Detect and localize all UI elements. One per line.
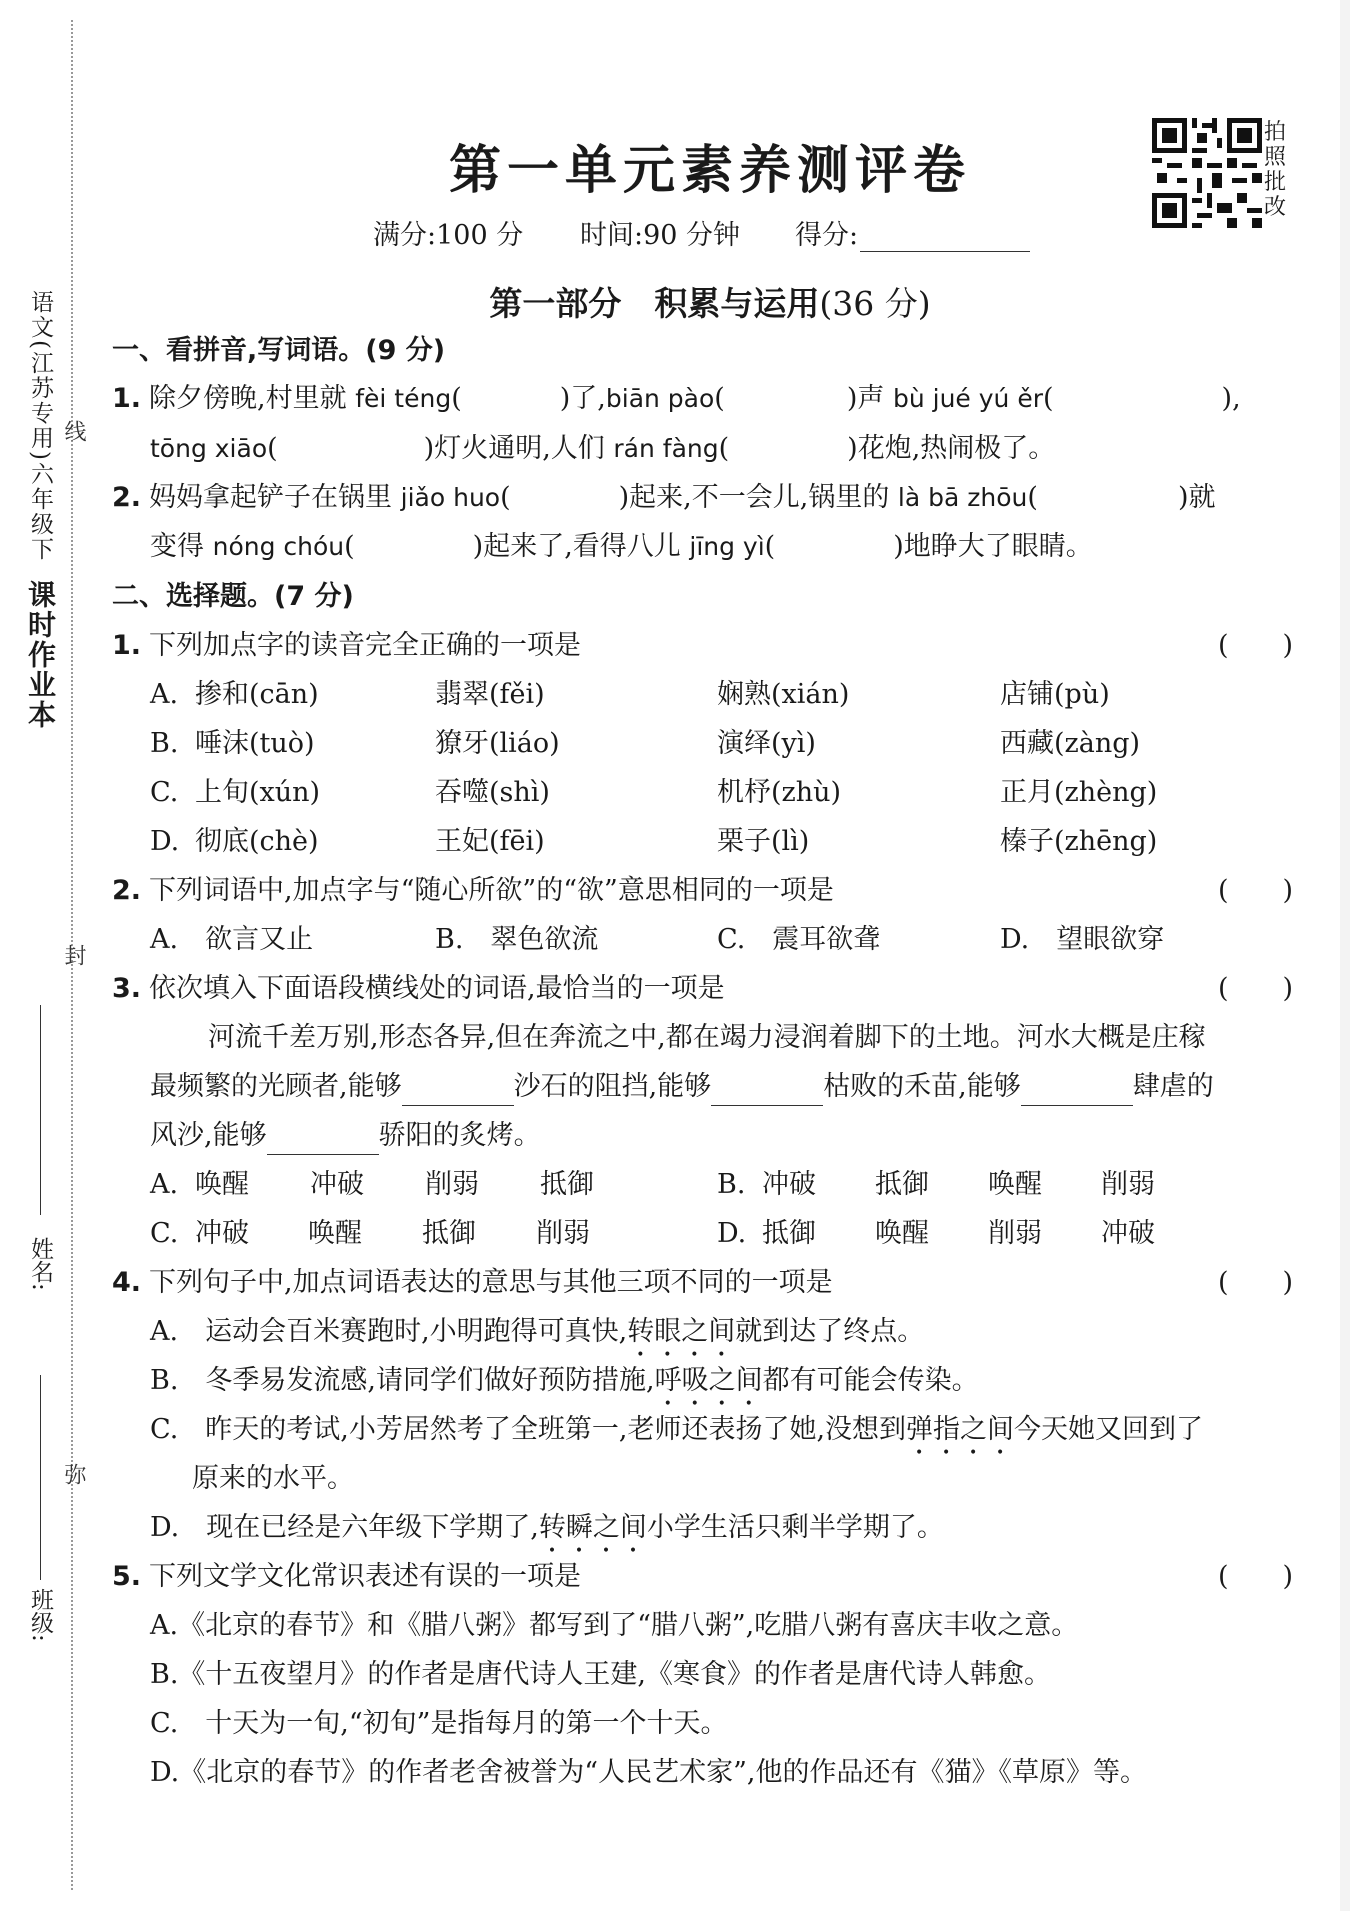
time-limit: 时间:90 分钟 — [580, 220, 741, 251]
option-word: 抵御 — [875, 1169, 929, 1200]
seal-mark-line: 线 — [61, 420, 86, 442]
option-word: 抵御 — [540, 1169, 594, 1200]
option-label: C. — [150, 777, 179, 808]
option-item: 西藏(zàng) — [1000, 728, 1141, 759]
name-line — [40, 1005, 41, 1215]
option-item: 吞噬(shì) — [435, 777, 550, 808]
option-item: 娴熟(xián) — [717, 679, 850, 710]
option-item: 獠牙(liáo) — [435, 728, 560, 759]
s1-q1-line2: tōng xiāo( )灯火通明,人们 rán fàng( )花炮,热闹极了。 — [150, 433, 1056, 464]
score-label: 得分: — [795, 220, 859, 251]
score-blank[interactable] — [860, 225, 1030, 252]
option-word: 唤醒 — [308, 1218, 362, 1249]
side-subtitle: 语文(江苏专用)六年级下 — [27, 290, 53, 562]
full-score: 满分:100 分 — [373, 220, 524, 251]
s2-q3-stem: 3. 依次填入下面语段横线处的词语,最恰当的一项是 — [112, 973, 725, 1004]
s1-q2-line2: 变得 nóng chóu( )起来了,看得八儿 jīng yì( )地睁大了眼睛。 — [150, 531, 1093, 562]
option-label: A. — [150, 679, 179, 710]
option-word: 削弱 — [425, 1169, 479, 1200]
s2-q5-stem: 5. 下列文学文化常识表述有误的一项是 — [112, 1561, 582, 1592]
s2-q4-stem: 4. 下列句子中,加点词语表达的意思与其他三项不同的一项是 — [112, 1267, 833, 1298]
fill-blank[interactable] — [1021, 1077, 1133, 1106]
option-item: A. 欲言又止 — [150, 924, 314, 955]
q4-option-c-cont: 原来的水平。 — [192, 1463, 354, 1494]
option-item: C. 震耳欲聋 — [717, 924, 881, 955]
s1-q1-line1: 1. 除夕傍晚,村里就 fèi téng( )了,biān pào( )声 bù jué yú ěr( ), — [112, 383, 1241, 414]
q4-option-c: C. 昨天的考试,小芳居然考了全班第一,老师还表扬了她,没想到弹指之间今天她又回到了 — [150, 1414, 1204, 1445]
page-title: 第一单元素养测评卷 — [448, 140, 971, 201]
option-item: 机杼(zhù) — [717, 777, 842, 808]
option-word: 削弱 — [1101, 1169, 1155, 1200]
option-label: D. — [717, 1218, 747, 1249]
fill-blank[interactable] — [267, 1126, 379, 1155]
option-item: 翡翠(fěi) — [435, 679, 545, 710]
score-field[interactable] — [795, 213, 1030, 252]
q5-option-a: A.《北京的春节》和《腊八粥》都写到了“腊八粥”,吃腊八粥有喜庆丰收之意。 — [150, 1610, 1079, 1641]
name-label: 姓名: — [27, 1237, 53, 1291]
answer-paren[interactable]: ( ) — [1218, 1561, 1294, 1592]
option-item: 店铺(pù) — [1000, 679, 1110, 710]
option-label: A. — [150, 1169, 179, 1200]
option-word: 冲破 — [310, 1169, 364, 1200]
q3-passage-line1: 河流千差万别,形态各异,但在奔流之中,都在竭力浸润着脚下的土地。河水大概是庄稼 — [208, 1022, 1206, 1053]
s2-q2-stem: 2. 下列词语中,加点字与“随心所欲”的“欲”意思相同的一项是 — [112, 875, 834, 906]
fill-blank[interactable] — [402, 1077, 514, 1106]
option-item: D. 望眼欲穿 — [1000, 924, 1165, 955]
answer-paren[interactable]: ( ) — [1218, 630, 1294, 661]
option-item: 演绎(yì) — [717, 728, 816, 759]
q4-option-d: D. 现在已经是六年级下学期了,转瞬之间小学生活只剩半学期了。 — [150, 1512, 944, 1543]
option-word: 唤醒 — [988, 1169, 1042, 1200]
option-item: 正月(zhèng) — [1000, 777, 1158, 808]
option-item: 上旬(xún) — [195, 777, 321, 808]
option-item: 唾沫(tuò) — [195, 728, 315, 759]
fill-blank[interactable] — [711, 1077, 823, 1106]
option-item: B. 翠色欲流 — [435, 924, 599, 955]
option-word: 冲破 — [195, 1218, 249, 1249]
option-label: D. — [150, 826, 180, 857]
class-label: 班级: — [27, 1588, 53, 1642]
option-item: 彻底(chè) — [195, 826, 319, 857]
qr-code-icon[interactable] — [1152, 118, 1262, 228]
option-label: C. — [150, 1218, 179, 1249]
option-item: 掺和(cān) — [195, 679, 319, 710]
seal-mark-feng: 封 — [61, 944, 86, 966]
answer-paren[interactable]: ( ) — [1218, 1267, 1294, 1298]
option-word: 唤醒 — [195, 1169, 249, 1200]
s1-q2-line1: 2. 妈妈拿起铲子在锅里 jiǎo huo( )起来,不一会儿,锅里的 là bā zhōu( )就 — [112, 482, 1216, 513]
q5-option-b: B.《十五夜望月》的作者是唐代诗人王建,《寒食》的作者是唐代诗人韩愈。 — [150, 1659, 1052, 1690]
option-label: B. — [150, 728, 179, 759]
option-word: 削弱 — [536, 1218, 590, 1249]
option-word: 冲破 — [762, 1169, 816, 1200]
side-brand: 课时作业本 — [24, 580, 57, 730]
s2-q1-stem: 1. 下列加点字的读音完全正确的一项是 — [112, 630, 582, 661]
q4-option-a: A. 运动会百米赛跑时,小明跑得可真快,转眼之间就到达了终点。 — [150, 1316, 925, 1347]
q5-option-c: C. 十天为一旬,“初旬”是指每月的第一个十天。 — [150, 1708, 728, 1739]
answer-paren[interactable]: ( ) — [1218, 875, 1294, 906]
option-item: 栗子(lì) — [717, 826, 810, 857]
option-item: 王妃(fēi) — [435, 826, 545, 857]
option-word: 抵御 — [762, 1218, 816, 1249]
option-word: 削弱 — [988, 1218, 1042, 1249]
section2-title: 二、选择题。(7 分) — [112, 581, 354, 612]
option-item: 榛子(zhēng) — [1000, 826, 1158, 857]
answer-paren[interactable]: ( ) — [1218, 973, 1294, 1004]
q5-option-d: D.《北京的春节》的作者老舍被誉为“人民艺术家”,他的作品还有《猫》《草原》等。 — [150, 1757, 1147, 1788]
q3-passage-line3: 风沙,能够 骄阳的炙烤。 — [150, 1117, 541, 1155]
part-heading: 第一部分 积累与运用(36 分) — [489, 284, 931, 323]
class-line — [40, 1375, 41, 1580]
section1-title: 一、看拼音,写词语。(9 分) — [112, 335, 446, 366]
option-label: B. — [717, 1169, 746, 1200]
option-word: 唤醒 — [875, 1218, 929, 1249]
q4-option-b: B. 冬季易发流感,请同学们做好预防措施,呼吸之间都有可能会传染。 — [150, 1365, 979, 1396]
option-word: 冲破 — [1101, 1218, 1155, 1249]
option-word: 抵御 — [422, 1218, 476, 1249]
seal-mark-mi: 弥 — [61, 1463, 86, 1485]
q3-passage-line2: 最频繁的光顾者,能够 沙石的阻挡,能够 枯败的禾苗,能够 肆虐的 — [150, 1068, 1214, 1106]
qr-caption: 拍 照 批 改 — [1263, 120, 1286, 220]
